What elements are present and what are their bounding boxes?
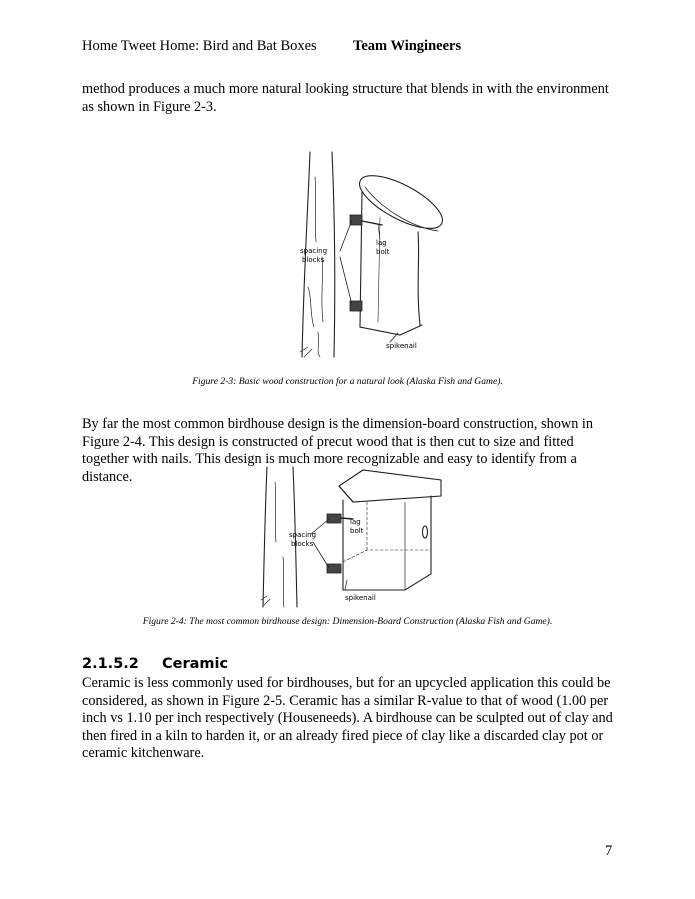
fig1-label-bolt: bolt: [376, 248, 390, 256]
paragraph-intro-continued: method produces a much more natural looking structure that blends in with the environment as shown in Figure 2-3.: [82, 81, 609, 115]
section-title: Ceramic: [162, 656, 229, 672]
fig2-label-bolt: bolt: [350, 527, 364, 535]
section-number: 2.1.5.2: [82, 656, 139, 672]
page-number: 7: [605, 843, 613, 859]
fig1-label-blocks: blocks: [302, 256, 325, 264]
fig2-label-spacing: spacing: [289, 531, 317, 539]
header-title: Home Tweet Home: Bird and Bat Boxes: [82, 38, 317, 54]
figure-2-3-caption: Figure 2-3: Basic wood construction for a natural look (Alaska Fish and Game).: [192, 376, 503, 387]
fig1-label-spacing: spacing: [300, 247, 328, 255]
fig2-label-lag: lag: [350, 518, 361, 526]
fig2-label-spikenail: spikenail: [345, 594, 376, 602]
fig1-label-spikenail: spikenail: [386, 342, 417, 350]
figure-2-4-caption: Figure 2-4: The most common birdhouse design: Dimension-Board Construction (Alaska Fish and Game).: [142, 616, 553, 627]
fig2-label-blocks: blocks: [291, 540, 314, 548]
header-team: Team Wingineers: [353, 38, 462, 54]
section-heading: [82, 656, 228, 672]
figure-natural-birdhouse: [290, 147, 450, 362]
figure-dimension-board-birdhouse: [255, 462, 445, 612]
paragraph-dimension-board: By far the most common birdhouse design is the dimension-board construction, shown in Figure 2-4. This design is constructed of precut wood that is then cut to size and fitted together with nails. This design is much more recognizable and easy to identify from a distance.: [82, 416, 594, 485]
paragraph-ceramic: Ceramic is less commonly used for birdhouses, but for an upcycled application this could be considered, as shown in Figure 2-5. Ceramic has a similar R-value to that of wood (1.00 per inch vs 1.10 per inch respectively (Houseneeds). A birdhouse can be sculpted out of clay and then fired in a kiln to harden it, or an already fired piece of clay like a discarded clay pot or ceramic kitchenware.: [82, 675, 613, 762]
fig1-label-lag: lag: [376, 239, 387, 247]
